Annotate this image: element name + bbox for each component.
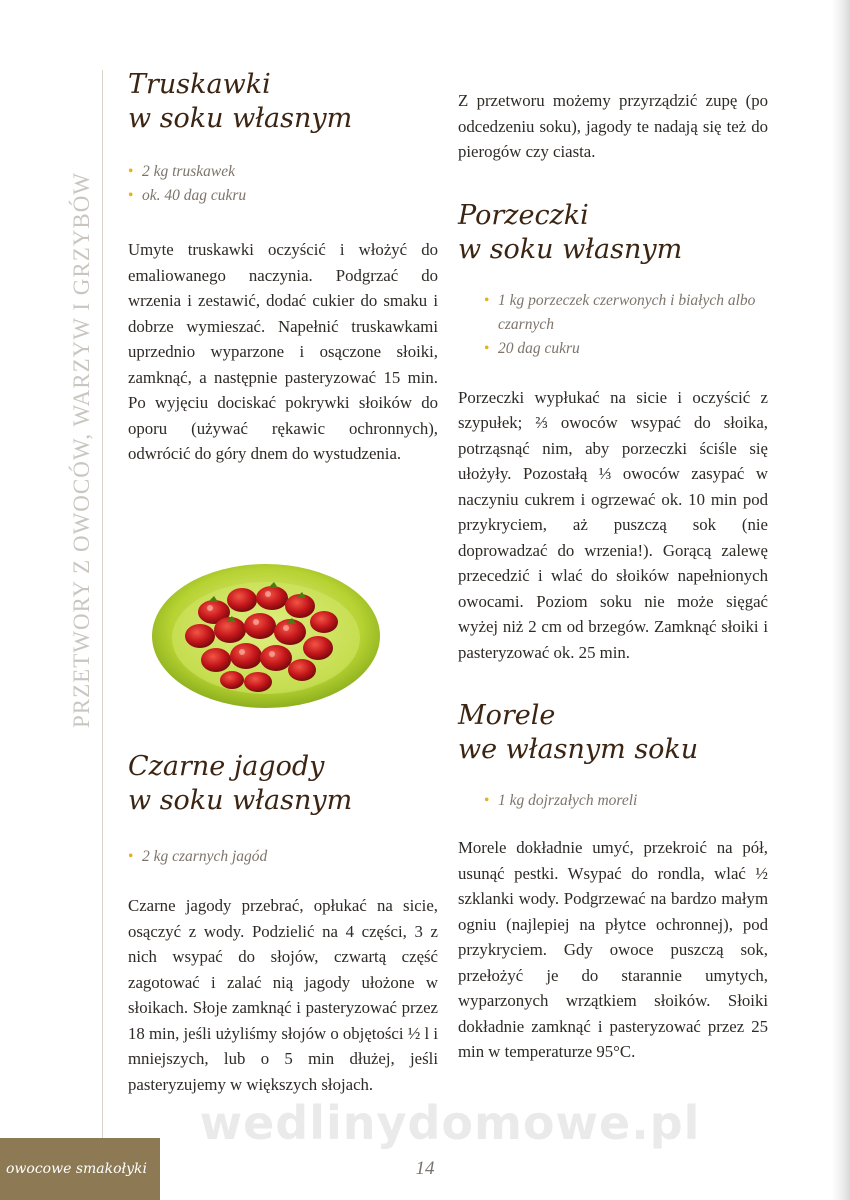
recipe-title-line1: Truskawki [128, 69, 271, 100]
recipe-instructions: Porzeczki wypłukać na sicie i oczyścić z szypułek; ⅔ owoców wsypać do słoika, potrząsnąć nim, aby porzeczki ściśle się ułożyły. Pozostałą ⅓ owoców zasypać w naczyniu cukrem i ogrzewać ok. 10 min pod przykryciem, aż puszczą sok (nie doprowadzać do wrzenia!). Gorącą zalewę przecedzić i wlać do słoików napełnionych owocami. Poziom soku nie może sięgać wyżej niż 2 cm od brzegów. Zamknąć słoiki i pasteryzować ok. 25 min. [458, 387, 768, 662]
ingredients-list [128, 160, 438, 208]
recipe-title-line2: w soku własnym [458, 233, 683, 265]
page-edge-shadow [832, 0, 850, 1200]
recipe-title-line1: Porzeczki [458, 199, 589, 231]
recipe-instructions: Czarne jagody przebrać, opłukać na sicie, osączyć z wody. Podzielić na 4 części, 3 z nich wsypać do słojów, czwartą część zagotować i zalać nią jagody ułożone w słoikach. Słoje zamknąć i pasteryzować przez 18 min, jeśli użyliśmy słojów o objętości ½ l i mniejszych, lub o 5 min dłużej, jeśli pasteryzujemy w większych słojach. [128, 896, 438, 1094]
recipe-title-line2: w soku własnym [128, 103, 353, 134]
ingredients-list [128, 845, 438, 869]
ingredient-item: • 1 kg porzeczek czerwonych i białych albo czarnych [484, 289, 768, 337]
recipe-instructions: Morele dokładnie umyć, przekroić na pół, usunąć pestki. Wsypać do rondla, wlać ½ szklanki wody. Podgrzewać na bardzo małym ogniu (najlepiej na płytce ochronnej), pod przykryciem. Gdy owoce puszczą sok, przełożyć je do starannie umytych, wyparzonych wrzątkiem słoików. Słoiki dokładnie zamknąć i pasteryzować przez 25 min w temperaturze 95°C. [458, 838, 768, 1061]
recipe-porzeczki [458, 199, 768, 666]
recipe-title-line2: we własnym soku [458, 734, 699, 765]
recipe-title-line2: w soku własnym [128, 785, 353, 816]
strawberries-bowl-photo [150, 558, 382, 710]
recipe-title [128, 68, 438, 136]
recipe-title-line1: Morele [458, 700, 556, 731]
recipe-instructions: Umyte truskawki oczyścić i włożyć do emaliowanego naczynia. Podgrzać do wrzenia i zestawić, dodać cukier do smaku i dobrze wymieszać. Napełnić truskawkami uprzednio wyparzone i osączone słoiki, zamknąć, a następnie pasteryzować 15 min. Po wyjęciu dociskać pokrywki słoików do oporu (używać rękawic ochronnych), odwrócić do góry dnem do wystudzenia. [128, 240, 438, 463]
recipe-truskawki [128, 68, 438, 467]
footer-section-label: owocowe smakołyki [6, 1161, 147, 1177]
recipe-title-line1: Czarne jagody [128, 751, 325, 782]
ingredient-item: • ok. 40 dag cukru [128, 184, 438, 208]
recipe-title [458, 699, 768, 767]
ingredient-item: • 2 kg truskawek [128, 160, 438, 184]
ingredient-item: • 2 kg czarnych jagód [128, 845, 438, 869]
ingredients-list [458, 289, 768, 361]
ingredients-list [458, 789, 768, 813]
recipe-title [458, 199, 768, 267]
watermark: wedlinydomowe.pl [199, 1096, 701, 1150]
recipe-title [128, 750, 438, 818]
side-section-title [62, 70, 102, 830]
recipe-czarne-jagody [128, 750, 438, 1097]
recipe-morele [458, 699, 768, 1065]
page-number: 14 [415, 1158, 435, 1179]
ingredient-item: • 20 dag cukru [484, 337, 768, 361]
side-divider [102, 70, 103, 1150]
right-column [458, 88, 768, 1065]
ingredient-item: • 1 kg dojrzałych moreli [484, 789, 768, 813]
side-section-title-text: PRZETWORY Z OWOCÓW, WARZYW I GRZYBÓW [69, 171, 94, 729]
recipe-note: Z przetworu możemy przyrządzić zupę (po odcedzeniu soku), jagody te nadają się też do pierogów czy ciasta. [458, 91, 768, 161]
left-column [128, 68, 438, 1094]
